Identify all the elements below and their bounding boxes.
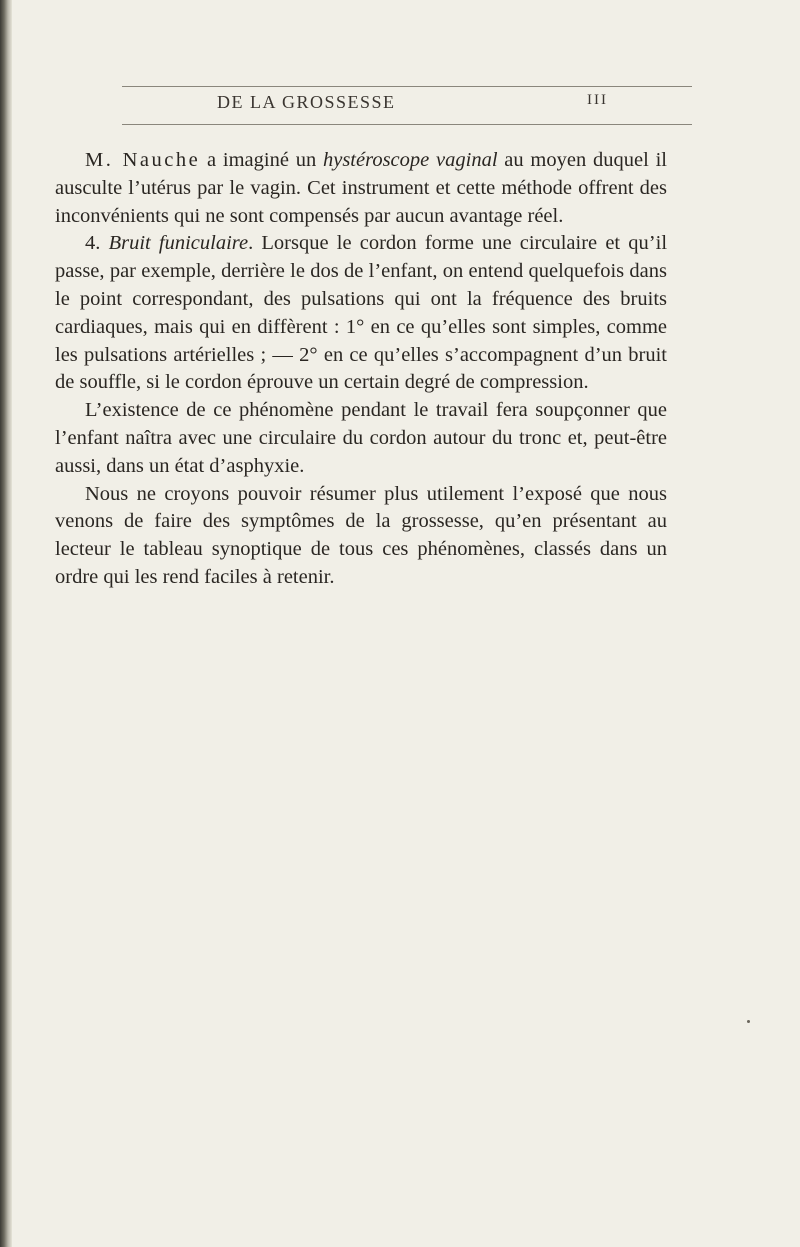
book-page (12, 0, 800, 1247)
instrument-name: hystéroscope vaginal (322, 149, 498, 171)
paragraph-bruit-funiculaire (55, 230, 667, 397)
page-number: III (587, 92, 608, 108)
header-top-rule (122, 86, 692, 87)
book-binding-edge (0, 0, 12, 1247)
paragraph-text: . Lorsque le cordon forme une circulaire et qu’il passe, par exemple, derrière le dos de l’enfant, on entend quelquefois dans le point correspondant, des pulsations qui ont la fréquence des bruits cardiaques, mais qui en diffèrent : 1° en ce qu’elles sont simples, comme les pulsations artérielles ; — 2° en ce qu’elles s’accompagnent d’un bruit de souffle, si le cordon éprouve un certain degré de compression. (55, 232, 668, 394)
header-bottom-rule (122, 124, 692, 125)
running-title: DE LA GROSSESSE (217, 92, 396, 112)
paragraph-hysteroscope (55, 147, 667, 230)
section-heading: Bruit funiculaire (108, 232, 249, 255)
paragraph-existence: L’existence de ce phénomène pendant le travail fera soupçonner que l’enfant naîtra avec une circulaire du cordon autour du tronc et, peut-être aussi, dans un état d’asphyxie. (55, 399, 667, 477)
paper-speck (747, 1020, 750, 1023)
body-text (55, 147, 667, 592)
section-number: 4. (85, 232, 109, 255)
paragraph-text: a imaginé un (200, 149, 323, 171)
author-name: M. Nauche (85, 149, 201, 171)
paragraph-summary: Nous ne croyons pouvoir résumer plus utilement l’exposé que nous venons de faire des symptômes de la grossesse, qu’en présentant au lecteur le tableau synoptique de tous ces phénomènes, classés dans un ordre qui les rend faciles à retenir. (55, 482, 667, 588)
paragraph-text: au moyen duquel il ausculte l’utérus par le vagin. Cet instrument et cette méthode offrent des inconvénients qui ne sont compensés par aucun avantage réel. (55, 149, 667, 227)
